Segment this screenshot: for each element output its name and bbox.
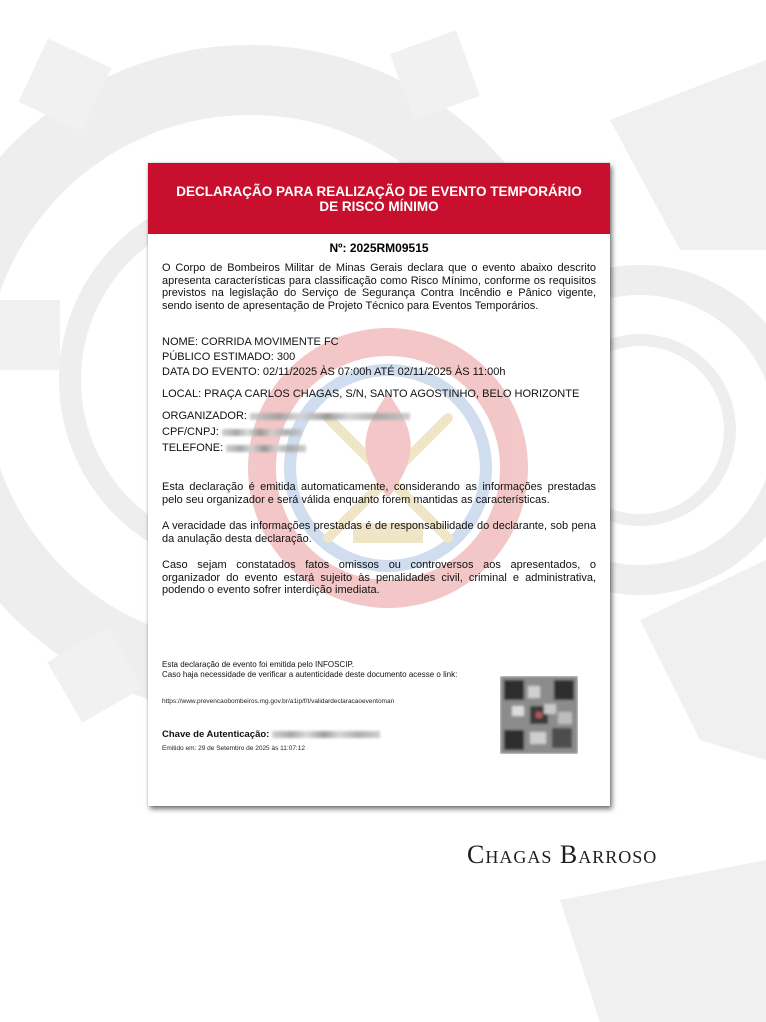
intro-paragraph: O Corpo de Bombeiros Militar de Minas Gerais declara que o evento abaixo descrito apresenta características para classificação como Risco Mínimo, conforme os requisitos previstos na legislação do Serviço de Segurança Contra Incêndio e Pânico vigente, sendo isento de apresentação de Projeto Técnico para Eventos Temporários. (162, 262, 596, 312)
phone-row (162, 442, 306, 454)
cpf-redacted (222, 429, 302, 436)
event-location: LOCAL: PRAÇA CARLOS CHAGAS, S/N, SANTO AGOSTINHO, BELO HORIZONTE (162, 388, 580, 400)
event-audience: PÚBLICO ESTIMADO: 300 (162, 351, 296, 363)
responsibility-paragraph: A veracidade das informações prestadas é de responsabilidade do declarante, sob pena da anulação desta declaração. (162, 520, 596, 545)
organizer-label: ORGANIZADOR: (162, 410, 247, 422)
brand-logo: Chagas Barroso (467, 840, 658, 869)
document-header: DECLARAÇÃO PARA REALIZAÇÃO DE EVENTO TEMPORÁRIO DE RISCO MÍNIMO (148, 163, 610, 234)
auth-key-label: Chave de Autenticação: (162, 729, 270, 740)
phone-label: TELEFONE: (162, 442, 224, 454)
issued-by-text: Esta declaração de evento foi emitida pelo INFOSCIP. (162, 660, 354, 669)
penalty-paragraph: Caso sejam constatados fatos omissos ou controversos aos apresentados, o organizador do evento estará sujeito às penalidades civil, criminal e administrativa, podendo o evento sofrer interdição imediata. (162, 559, 596, 596)
validity-paragraph: Esta declaração é emitida automaticamente, considerando as informações prestadas pelo seu organizador e será válida enquanto forem mantidas as características. (162, 481, 596, 506)
auth-key-redacted (272, 731, 380, 738)
organizer-redacted (250, 413, 410, 420)
declaration-document (148, 163, 610, 806)
phone-redacted (226, 445, 306, 452)
qr-code-icon (500, 676, 578, 754)
event-date: DATA DO EVENTO: 02/11/2025 ÀS 07:00h ATÉ 02/11/2025 ÀS 11:00h (162, 366, 506, 378)
document-number: Nº: 2025RM09515 (329, 241, 429, 255)
auth-key-row (162, 729, 380, 740)
verification-link[interactable]: https://www.prevencaobombeiros.mg.gov.br/a1ip/f/t/validardeclaracaoeventoman (162, 698, 395, 705)
cpf-row (162, 426, 302, 438)
emitted-date: Emitido em: 29 de Setembro de 2025 às 11:07:12 (162, 745, 305, 752)
organizer-row (162, 410, 410, 422)
event-name: NOME: CORRIDA MOVIMENTE FC (162, 336, 339, 348)
verify-text: Caso haja necessidade de verificar a autenticidade deste documento acesse o link: (162, 670, 458, 679)
cpf-label: CPF/CNPJ: (162, 426, 219, 438)
